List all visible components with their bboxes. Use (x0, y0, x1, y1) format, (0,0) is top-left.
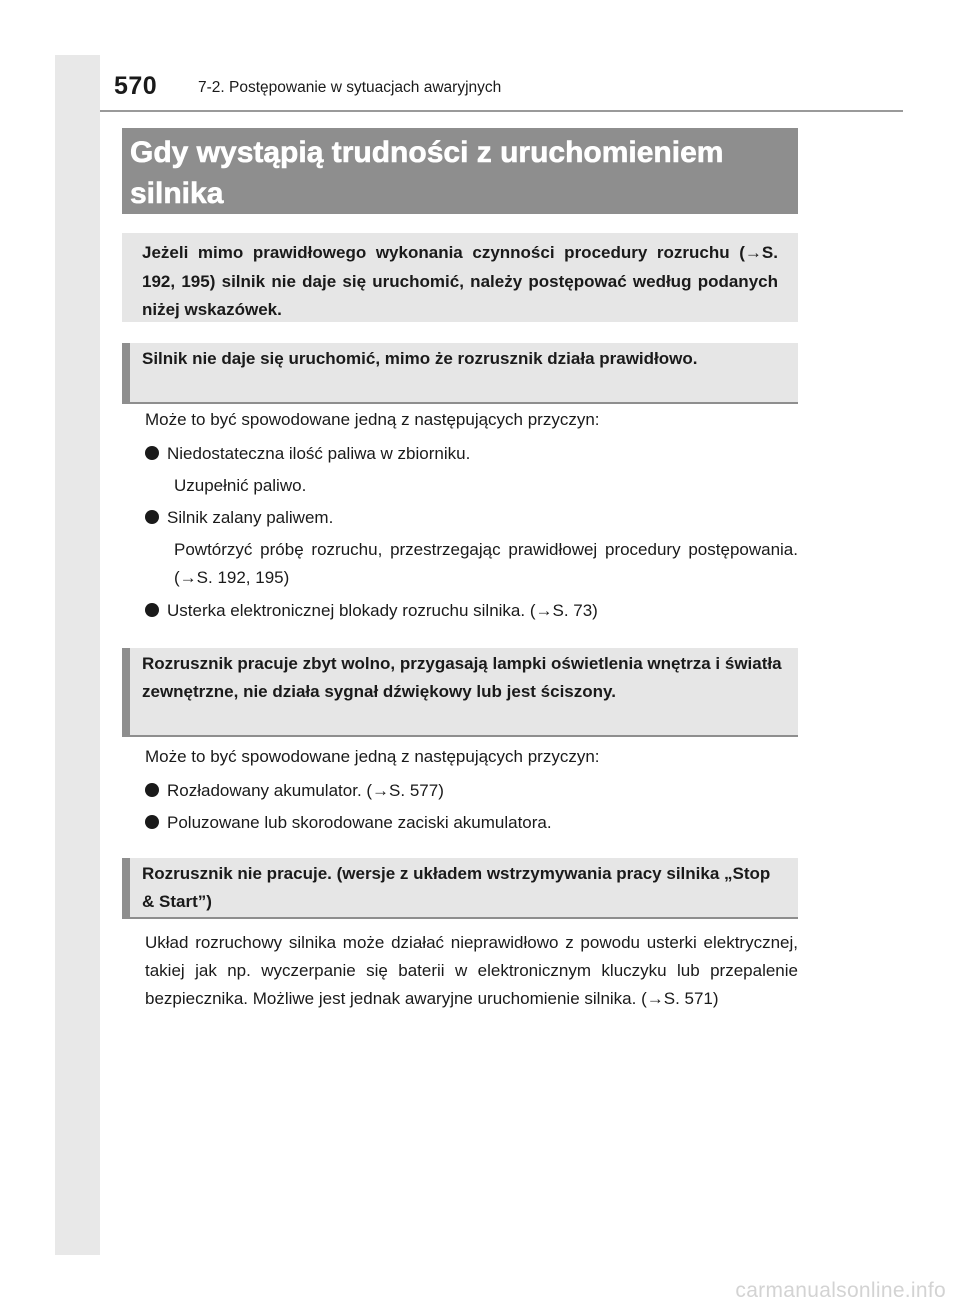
bullet-icon (145, 815, 159, 829)
bullet-icon (145, 446, 159, 460)
intro-text: Jeżeli mimo prawidłowego wykonania czynności procedury rozruchu (→S. 192, 195) silnik nie daje się uruchomić, należy postępować według podanych niżej wskazówek. (122, 233, 798, 322)
bullet-icon (145, 510, 159, 524)
list-item-text: Rozładowany akumulator. (→S. 577) (167, 781, 444, 800)
section-1-note-1: Uzupełnić paliwo. (174, 476, 307, 495)
list-item (145, 809, 552, 837)
bullet-icon (145, 783, 159, 797)
section-label: 7-2. Postępowanie w sytuacjach awaryjnych (198, 79, 502, 96)
section-1-lead: Może to być spowodowane jedną z następujących przyczyn: (145, 410, 600, 429)
list-item (145, 440, 470, 468)
section-3-body: Układ rozruchowy silnika może działać nieprawidłowo z powodu usterki elektrycznej, takiej jak np. wyczerpanie się baterii w elektronicznym kluczyku lub przepalenie bezpiecznika. Możliwe jest jednak awaryjne uruchomienie silnika. (→S. 571) (145, 933, 798, 1008)
section-heading-1: Silnik nie daje się uruchomić, mimo że rozrusznik działa prawidłowo. (122, 343, 798, 404)
list-item (145, 504, 333, 532)
page-number: 570 (114, 72, 158, 100)
section-heading-2: Rozrusznik pracuje zbyt wolno, przygasają lampki oświetlenia wnętrza i światła zewnętrzne, nie działa sygnał dźwiękowy lub jest ściszony. (122, 648, 798, 737)
page-title: Gdy wystąpią trudności z uruchomieniem silnika (122, 128, 798, 214)
list-item-text: Usterka elektronicznej blokady rozruchu silnika. (→S. 73) (167, 601, 598, 620)
list-item-text: Poluzowane lub skorodowane zaciski akumulatora. (167, 813, 552, 832)
list-item (145, 597, 598, 625)
watermark: carmanualsonline.info (735, 1279, 946, 1302)
list-item (145, 777, 444, 805)
list-item-text: Silnik zalany paliwem. (167, 508, 334, 527)
section-1-note-2: Powtórzyć próbę rozruchu, przestrzegając prawidłowej procedury postępowania. (→S. 192, 195) (174, 540, 798, 587)
section-2-lead: Może to być spowodowane jedną z następujących przyczyn: (145, 747, 600, 766)
page-header (100, 70, 903, 112)
section-heading-3: Rozrusznik nie pracuje. (wersje z układem wstrzymywania pracy silnika „Stop & Start”) (122, 858, 798, 919)
side-strip (55, 55, 100, 1255)
bullet-icon (145, 603, 159, 617)
list-item-text: Niedostateczna ilość paliwa w zbiorniku. (167, 444, 471, 463)
